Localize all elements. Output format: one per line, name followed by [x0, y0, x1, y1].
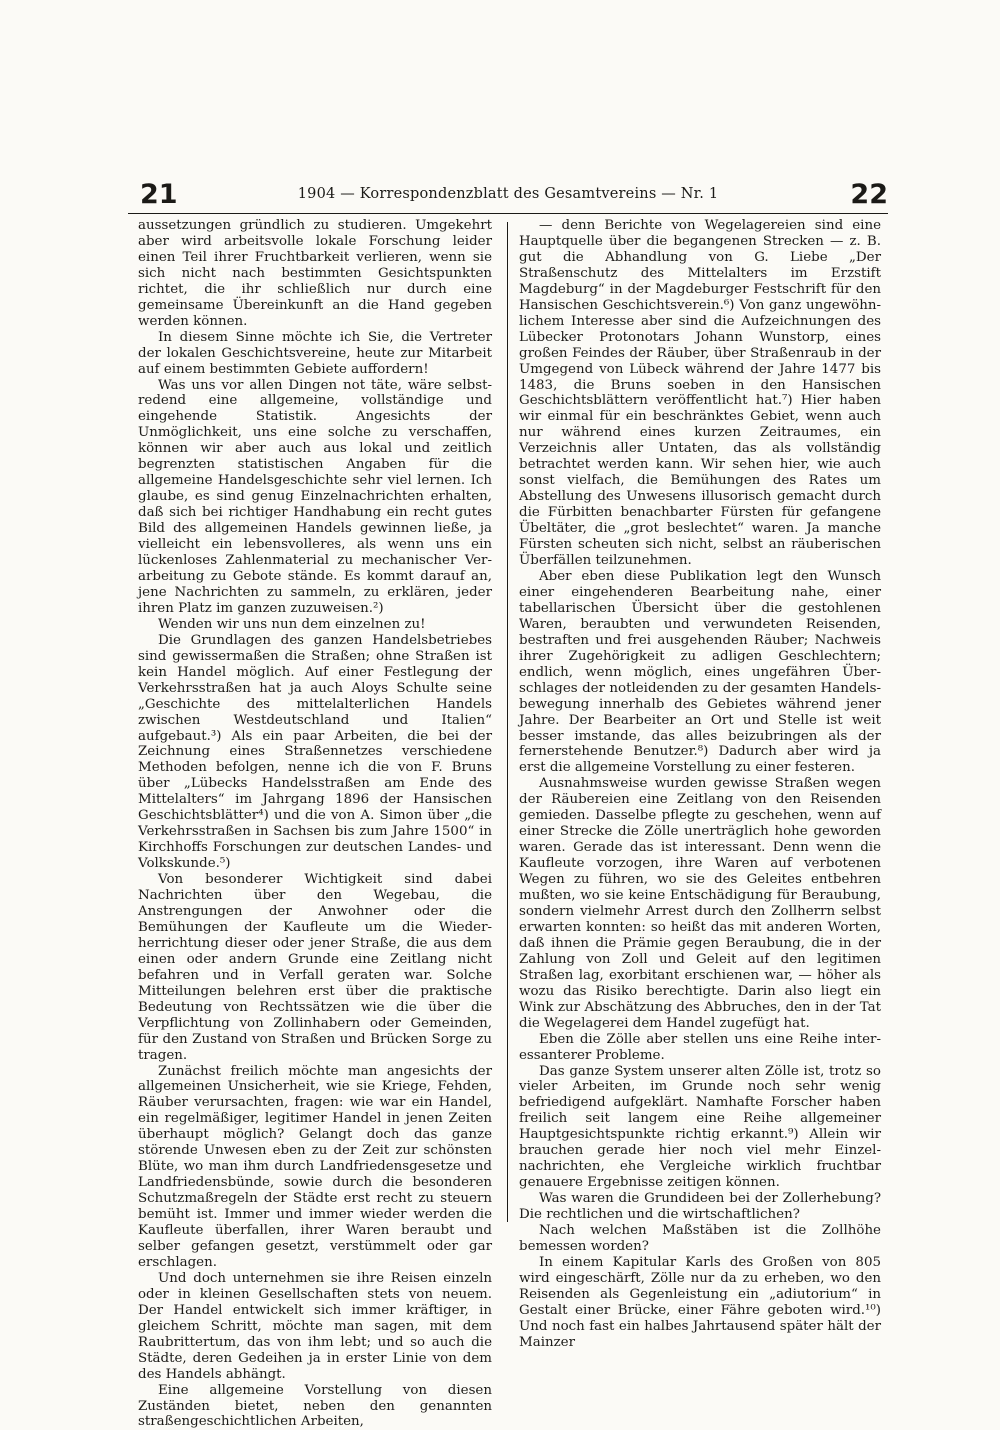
- paragraph: Aber eben diese Publikation legt den Wunsch einer eingehenderen Bearbeitung nahe, einer tabellarischen Übersicht über die gestohlenen Waren, beraubten und verwundeten Reisenden, bestraften und frei ausgehenden Räuber; Nachweis ihrer Zugehörigkeit zu adligen Geschlechtern; endlich, wenn möglich, eines ungefähren Überschlages der notleidenden zu der gesamten Handelsbewegung innerhalb des Gebietes während jener Jahre. Der Bearbeiter an Ort und Stelle ist weit besser imstande, das alles beizubringen als der fernerstehende Benutzer.⁸) Dadurch aber wird ja erst die allgemeine Vorstellung zu einer festeren.: [519, 568, 881, 776]
- paragraph: Nach welchen Maßstäben ist die Zollhöhe bemessen worden?: [519, 1223, 881, 1254]
- left-column: [138, 218, 492, 1430]
- paragraph: In diesem Sinne möchte ich Sie, die Vertreter der lokalen Geschichtsvereine, heute zur Mitarbeit auf einem bestimmten Gebiete auffordern!: [138, 329, 492, 377]
- column-divider: [507, 222, 508, 1222]
- page-number-right: 22: [850, 179, 888, 210]
- paragraph: Wenden wir uns nun dem einzelnen zu!: [158, 616, 426, 632]
- paragraph: Und doch unternehmen sie ihre Reisen einzeln oder in kleinen Gesellschaften stets von neuem. Der Handel entwickelt sich immer kräftiger, in gleichem Schritt, möchte man sagen, mit dem Raubrittertum, das von ihm lebt; und so auch die Städte, deren Gedeihen ja in erster Linie von dem des Handels abhängt.: [138, 1270, 492, 1382]
- paragraph: Ausnahmsweise wurden gewisse Straßen wegen der Räubereien eine Zeitlang von den Reisenden gemieden. Dasselbe pflegte zu geschehen, wenn auf einer Strecke die Zölle unerträglich hohe geworden waren. Gerade das ist interessant. Denn wenn die Kaufleute vorzogen, ihre Waren auf verbotenen Wegen zu führen, wo sie des Geleites entbehren mußten, wo sie keine Entschädigung für Beraubung, sondern vielmehr Arrest durch den Zollherrn selbst erwarten konnten: so heißt das mit anderen Worten, daß ihnen die Prämie gegen Beraubung, die in der Zahlung von Zoll und Geleit auf den legitimen Straßen lag, exorbitant erschienen war, — höher als wozu das Risiko berechtigte. Darin also liegt ein Wink zur Abschätzung des Abbruches, den in der Tat die Wegelagerei dem Handel zugefügt hat.: [519, 776, 881, 1031]
- page-number-left: 21: [140, 179, 178, 210]
- paragraph: Was waren die Grundideen bei der Zollerhebung? Die rechtlichen und die wirtschaftlichen?: [519, 1191, 881, 1223]
- paragraph: Das ganze System unserer alten Zölle ist, trotz so vieler Arbeiten, im Grunde noch sehr wenig befriedigend aufgeklärt. Namhafte Forscher haben freilich seit langem eine Reihe allgemeiner Hauptgesichtspunkte richtig erkannt.⁹) Allein wir brauchen gerade hier noch viel mehr Einzelnachrichten, ehe Vergleiche wirklich fruchtbar genauere Ergebnisse zeitigen können.: [519, 1063, 881, 1191]
- paragraph: aussetzungen gründlich zu studieren. Umgekehrt aber wird arbeitsvolle lokale Forschung leider einen Teil ihrer Fruchtbarkeit verlieren, wenn sie sich nicht nach bestimmten Gesichtspunkten richtet, die ihr schließlich nur durch eine gemeinsame Übereinkunft an die Hand gegeben werden können.: [138, 218, 492, 329]
- paragraph: — denn Berichte von Wegelagereien sind eine Hauptquelle über die begangenen Strecken — z. B. gut die Abhandlung von G. Liebe „Der Straßenschutz des Mittelalters im Erzstift Magdeburg“ in der Magdeburger Festschrift für den Hansischen Geschichtsverein.⁶) Von ganz ungewöhnlichem Interesse aber sind die Aufzeichnungen des Lübecker Protonotars Johann Wunstorp, eines großen Feindes der Räuber, über Straßenraub in der Umgegend von Lübeck während der Jahre 1477 bis 1483, die Bruns soeben in den Hansischen Geschichtsblättern veröffentlicht hat.⁷) Hier haben wir einmal für ein beschränktes Gebiet, wenn auch nur während eines kurzen Zeitraumes, ein Verzeichnis aller Untaten, das als vollständig betrachtet werden kann. Wir sehen hier, wie auch sonst vielfach, die Bemühungen des Rates um Abstellung des Unwesens illusorisch gemacht durch die Fürbitten benachbarter Fürsten für gefangene Übeltäter, die „grot beslechtet“ waren. Ja manche Fürsten scheuten sich nicht, selbst an räuberischen Überfällen teilzunehmen.: [519, 218, 881, 569]
- paragraph: Was uns vor allen Dingen not täte, wäre selbstredend eine allgemeine, vollständige und eingehende Statistik. Angesichts der Unmöglichkeit, uns eine solche zu verschaffen, können wir aber auch aus lokal und zeitlich begrenzten statistischen Angaben für die allgemeine Handelsgeschichte sehr viel lernen. Ich glaube, es sind genug Einzelnachrichten erhalten, daß sich bei richtiger Handhabung ein recht gutes Bild des allgemeinen Handels gewinnen ließe, ja vielleicht ein lebensvolleres, als wenn uns ein lückenloses Zahlenmaterial zu mechanischer Verarbeitung zu Gebote stände. Es kommt darauf an, jene Nachrichten zu sammeln, zu erklären, jeder ihren Platz im ganzen zuzuweisen.²): [138, 377, 492, 616]
- paragraph: Die Grundlagen des ganzen Handelsbetriebes sind gewissermaßen die Straßen; ohne Straßen ist kein Handel möglich. Auf einer Festlegung der Verkehrsstraßen hat ja auch Aloys Schulte seine „Geschichte des mittelalterlichen Handels zwischen Westdeutschland und Italien“ aufgebaut.³) Als ein paar Arbeiten, die bei der Zeichnung eines Straßennetzes verschiedene Methoden befolgen, nenne ich die von F. Bruns über „Lübecks Handelsstraßen am Ende des Mittelalters“ im Jahrgang 1896 der Hansischen Geschichtsblätter⁴) und die von A. Simon über „die Verkehrsstraßen in Sachsen bis zum Jahre 1500“ in Kirchhoffs Forschungen zur deutschen Landes- und Volkskunde.⁵): [138, 632, 492, 872]
- paragraph: Zunächst freilich möchte man angesichts der allgemeinen Unsicherheit, wie sie Kriege, Fehden, Räuber verursachten, fragen: wie war ein Handel, ein regelmäßiger, legitimer Handel in jenen Zeiten überhaupt möglich? Gelangt doch das ganze störende Unwesen eben zu der Zeit zur schönsten Blüte, wo man ihm durch Landfriedensgesetze und Landfriedensbünde, sowie durch die besonderen Schutzmaßregeln der Städte erst recht zu steuern bemüht ist. Immer und immer wieder werden die Kaufleute überfallen, ihrer Waren beraubt und selber gefangen gesetzt, verstümmelt oder gar erschlagen.: [138, 1063, 492, 1270]
- paragraph: Von besonderer Wichtigkeit sind dabei Nachrichten über den Wegebau, die Anstrengungen der Anwohner oder die Bemühungen der Kaufleute um die Wiederherrichtung dieser oder jener Straße, die aus dem einen oder andern Grunde eine Zeitlang nicht befahren und in Verfall geraten war. Solche Mitteilungen belehren erst über die praktische Bedeutung von Rechtssätzen wie die über die Verpflichtung von Zollinhabern oder Gemeinden, für den Zustand von Straßen und Brücken Sorge zu tragen.: [138, 872, 492, 1063]
- running-title: 1904 — Korrespondenzblatt des Gesamtvereins — Nr. 1: [297, 186, 719, 202]
- paragraph: In einem Kapitular Karls des Großen von 805 wird eingeschärft, Zölle nur da zu erheben, wo den Reisenden als Gegenleistung ein „adiutorium“ in Gestalt einer Brücke, einer Fähre geboten wird.¹⁰) Und noch fast ein halbes Jahrtausend später hält der Mainzer: [519, 1254, 881, 1350]
- paragraph: Eine allgemeine Vorstellung von diesen Zuständen bietet, neben den genannten straßengeschichtlichen Arbeiten,: [138, 1382, 492, 1430]
- page-header: [128, 178, 888, 212]
- paragraph: Eben die Zölle aber stellen uns eine Reihe interessanterer Probleme.: [519, 1031, 881, 1063]
- right-column: [519, 218, 881, 1351]
- header-rule: [128, 213, 888, 214]
